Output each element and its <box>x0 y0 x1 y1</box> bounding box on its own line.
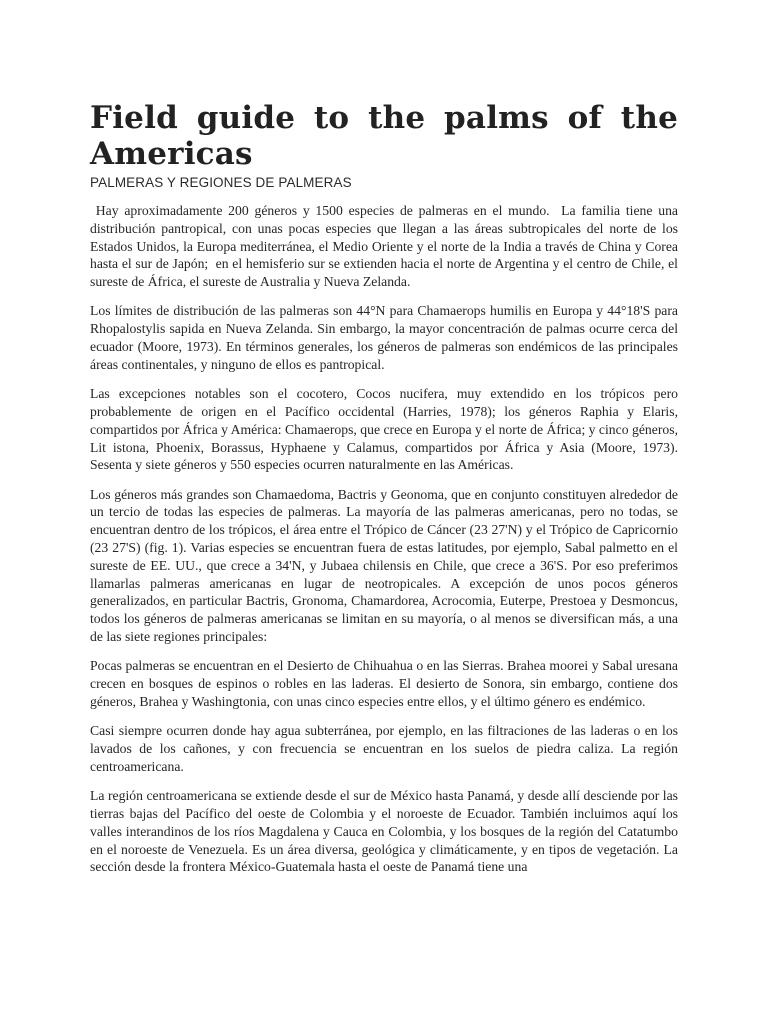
paragraph-5: Pocas palmeras se encuentran en el Desierto de Chihuahua o en las Sierras. Brahea moorei y Sabal uresana crecen en bosques de espinos o robles en las laderas. El desierto de Sonora, sin embargo, contiene dos géneros, Brahea y Washingtonia, con unas cinco especies entre ellos, y el último género es endémico. <box>90 658 678 709</box>
document-title: Field guide to the palms of the Americas <box>90 100 678 172</box>
paragraph-6: Casi siempre ocurren donde hay agua subterránea, por ejemplo, en las filtraciones de las laderas o en los lavados de los cañones, y con frecuencia se encuentran en los suelos de piedra caliza. La región centroamericana. <box>90 723 678 774</box>
paragraph-1: Hay aproximadamente 200 géneros y 1500 especies de palmeras en el mundo. La familia tiene una distribución pantropical, con unas pocas especies que llegan a las áreas subtropicales del norte de los Estados Unidos, la Europa mediterránea, el Medio Oriente y el norte de la India a través de China y Corea hasta el sur de Japón; en el hemisferio sur se extienden hacia el norte de Argentina y el centro de Chile, el sureste de África, el sureste de Australia y Nueva Zelanda. <box>90 203 682 290</box>
paragraph-7: La región centroamericana se extiende desde el sur de México hasta Panamá, y desde allí desciende por las tierras bajas del Pacífico del oeste de Colombia y el noroeste de Ecuador. También incluimos aquí los valles interandinos de los ríos Magdalena y Cauca en Colombia, y los bosques de la región del Catatumbo en el noroeste de Venezuela. Es un área diversa, geológica y climáticamente, y en tipos de vegetación. La sección desde la frontera México-Guatemala hasta el oeste de Panamá tiene una <box>90 788 678 875</box>
section-heading: PALMERAS Y REGIONES DE PALMERAS <box>90 175 352 190</box>
paragraph-3: Las excepciones notables son el cocotero, Cocos nucifera, muy extendido en los trópicos pero probablemente de origen en el Pacífico occidental (Harries, 1978); los géneros Raphia y Elaris, compartidos por África y América: Chamaerops, que crece en Europa y el norte de África; y cinco géneros, Lit istona, Phoenix, Borassus, Hyphaene y Calamus, compartidos por África y Asia (Moore, 1973). Sesenta y siete géneros y 550 especies ocurren naturalmente en las Américas. <box>90 386 678 473</box>
paragraph-4: Los géneros más grandes son Chamaedoma, Bactris y Geonoma, que en conjunto constituyen alrededor de un tercio de todas las especies de palmeras. La mayoría de las palmeras americanas, pero no todas, se encuentran dentro de los trópicos, el área entre el Trópico de Cáncer (23 27'N) y el Trópico de Capricornio (23 27'S) (fig. 1). Varias especies se encuentran fuera de estas latitudes, por ejemplo, Sabal palmetto en el sureste de EE. UU., que crece a 34'N, y Jubaea chilensis en Chile, que crece a 36'S. Por eso preferimos llamarlas palmeras americanas en lugar de neotropicales. A excepción de unos pocos géneros generalizados, en particular Bactris, Gronoma, Chamardorea, Acrocomia, Euterpe, Prestoea y Desmoncus, todos los géneros de palmeras americanas se limitan en su mayoría, o al menos se diversifican más, a una de las siete regiones principales: <box>90 486 678 645</box>
paragraph-2: Los límites de distribución de las palmeras son 44°N para Chamaerops humilis en Europa y 44°18'S para Rhopalostylis sapida en Nueva Zelanda. Sin embargo, la mayor concentración de palmas ocurre cerca del ecuador (Moore, 1973). En términos generales, los géneros de palmeras son endémicos de las principales áreas continentales, y ninguno de ellos es pantropical. <box>90 303 678 372</box>
document-page <box>90 100 682 888</box>
